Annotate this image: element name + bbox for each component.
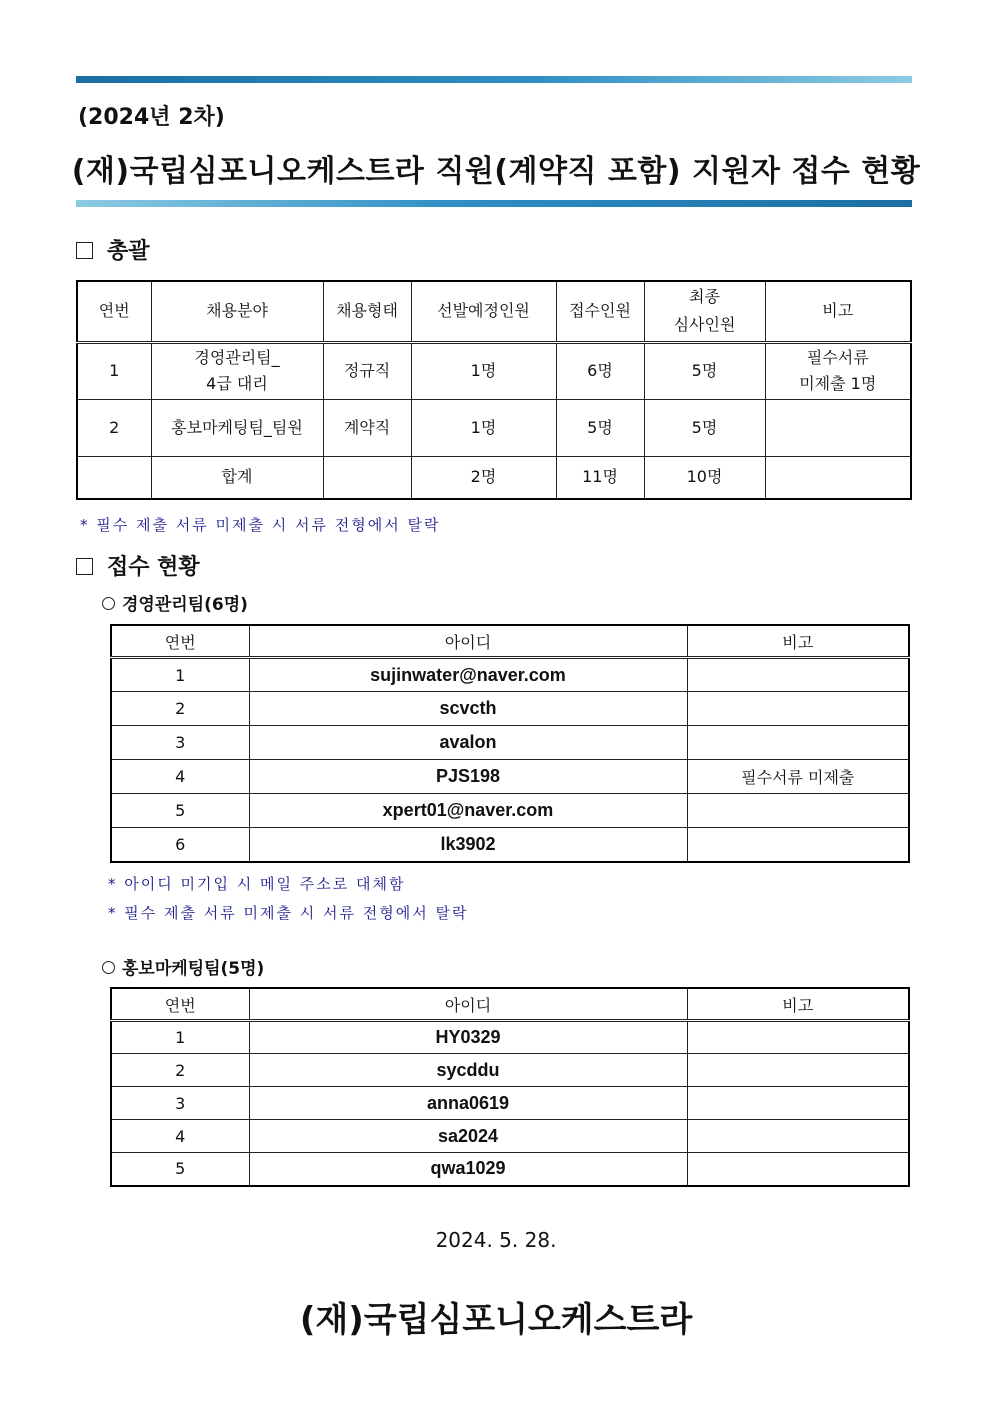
row-number: 5	[111, 794, 249, 828]
table-row	[111, 692, 909, 726]
row-number: 4	[111, 1120, 249, 1153]
summary-note: * 필수 제출 서류 미제출 시 서류 전형에서 탈락	[80, 516, 441, 534]
table-row	[111, 828, 909, 862]
summary-cell: 1	[77, 342, 151, 399]
summary-cell: 5명	[644, 342, 765, 399]
applicant-id: PJS198	[249, 760, 687, 794]
section-reception-heading	[76, 550, 200, 581]
applicant-id: lk3902	[249, 828, 687, 862]
summary-col-header: 채용분야	[151, 281, 323, 342]
row-remark	[687, 1153, 909, 1186]
summary-cell: 1명	[411, 342, 556, 399]
section-reception-title: 접수 현황	[107, 554, 200, 580]
col-header: 연번	[111, 988, 249, 1021]
summary-cell: 계약직	[323, 399, 411, 456]
document-subtitle: (2024년 2차)	[78, 105, 225, 130]
management-note-1: * 아이디 미기입 시 메일 주소로 대체함	[108, 875, 406, 893]
summary-cell: 필수서류 미제출 1명	[765, 342, 911, 399]
summary-col-header: 접수인원	[556, 281, 644, 342]
row-remark: 필수서류 미제출	[687, 760, 909, 794]
row-remark	[687, 828, 909, 862]
summary-col-header: 선발예정인원	[411, 281, 556, 342]
row-number: 4	[111, 760, 249, 794]
row-remark	[687, 1087, 909, 1120]
table-row	[111, 1054, 909, 1087]
summary-cell: 홍보마케팅팀_팀원	[151, 399, 323, 456]
col-header: 비고	[687, 625, 909, 658]
summary-cell: 2명	[411, 456, 556, 499]
summary-row	[77, 342, 911, 399]
summary-row	[77, 399, 911, 456]
circle-bullet-icon	[102, 597, 115, 610]
col-header: 아이디	[249, 625, 687, 658]
table-row	[111, 1153, 909, 1186]
section-summary-heading	[76, 234, 150, 265]
col-header: 아이디	[249, 988, 687, 1021]
document-date: 2024. 5. 28.	[435, 1228, 557, 1252]
row-number: 1	[111, 1021, 249, 1054]
row-remark	[687, 726, 909, 760]
summary-cell: 10명	[644, 456, 765, 499]
applicant-id: sycddu	[249, 1054, 687, 1087]
summary-col-header: 최종 심사인원	[644, 281, 765, 342]
management-title: 경영관리팀(6명)	[122, 595, 248, 615]
management-header-row	[111, 625, 909, 658]
organization-name: (재)국립심포니오케스트라	[299, 1300, 693, 1340]
marketing-heading	[102, 954, 264, 979]
summary-cell: 1명	[411, 399, 556, 456]
header-bottom-bar	[76, 200, 912, 207]
col-header: 비고	[687, 988, 909, 1021]
table-row	[111, 658, 909, 692]
summary-cell: 5명	[644, 399, 765, 456]
checkbox-square-icon	[76, 558, 93, 575]
header-top-bar	[76, 76, 912, 83]
document-title: (재)국립심포니오케스트라 직원(계약직 포함) 지원자 접수 현황	[71, 154, 921, 189]
management-table	[110, 624, 910, 863]
summary-cell	[77, 456, 151, 499]
table-row	[111, 1120, 909, 1153]
summary-col-header: 연번	[77, 281, 151, 342]
table-row	[111, 794, 909, 828]
table-row	[111, 1021, 909, 1054]
applicant-id: HY0329	[249, 1021, 687, 1054]
section-summary-title: 총괄	[107, 238, 150, 264]
row-remark	[687, 1054, 909, 1087]
summary-cell: 2	[77, 399, 151, 456]
summary-col-header: 비고	[765, 281, 911, 342]
management-heading	[102, 590, 248, 615]
summary-cell: 5명	[556, 399, 644, 456]
row-remark	[687, 658, 909, 692]
summary-cell	[765, 399, 911, 456]
summary-cell: 경영관리팀_ 4급 대리	[151, 342, 323, 399]
summary-col-header: 채용형태	[323, 281, 411, 342]
summary-cell	[323, 456, 411, 499]
table-row	[111, 726, 909, 760]
row-number: 2	[111, 1054, 249, 1087]
marketing-title: 홍보마케팅팀(5명)	[122, 959, 265, 979]
row-number: 3	[111, 726, 249, 760]
row-remark	[687, 1120, 909, 1153]
checkbox-square-icon	[76, 242, 93, 259]
applicant-id: sujinwater@naver.com	[249, 658, 687, 692]
row-number: 2	[111, 692, 249, 726]
summary-cell: 합계	[151, 456, 323, 499]
marketing-table	[110, 987, 910, 1187]
row-number: 1	[111, 658, 249, 692]
summary-cell: 6명	[556, 342, 644, 399]
row-remark	[687, 692, 909, 726]
applicant-id: xpert01@naver.com	[249, 794, 687, 828]
applicant-id: avalon	[249, 726, 687, 760]
row-remark	[687, 1021, 909, 1054]
row-remark	[687, 794, 909, 828]
applicant-id: anna0619	[249, 1087, 687, 1120]
marketing-header-row	[111, 988, 909, 1021]
summary-header-row	[77, 281, 911, 342]
applicant-id: scvcth	[249, 692, 687, 726]
summary-total-row	[77, 456, 911, 499]
col-header: 연번	[111, 625, 249, 658]
table-row	[111, 1087, 909, 1120]
row-number: 3	[111, 1087, 249, 1120]
table-row	[111, 760, 909, 794]
row-number: 5	[111, 1153, 249, 1186]
circle-bullet-icon	[102, 961, 115, 974]
applicant-id: qwa1029	[249, 1153, 687, 1186]
summary-table	[76, 280, 912, 500]
summary-cell: 정규직	[323, 342, 411, 399]
summary-cell	[765, 456, 911, 499]
summary-cell: 11명	[556, 456, 644, 499]
row-number: 6	[111, 828, 249, 862]
management-note-2: * 필수 제출 서류 미제출 시 서류 전형에서 탈락	[108, 904, 469, 922]
applicant-id: sa2024	[249, 1120, 687, 1153]
